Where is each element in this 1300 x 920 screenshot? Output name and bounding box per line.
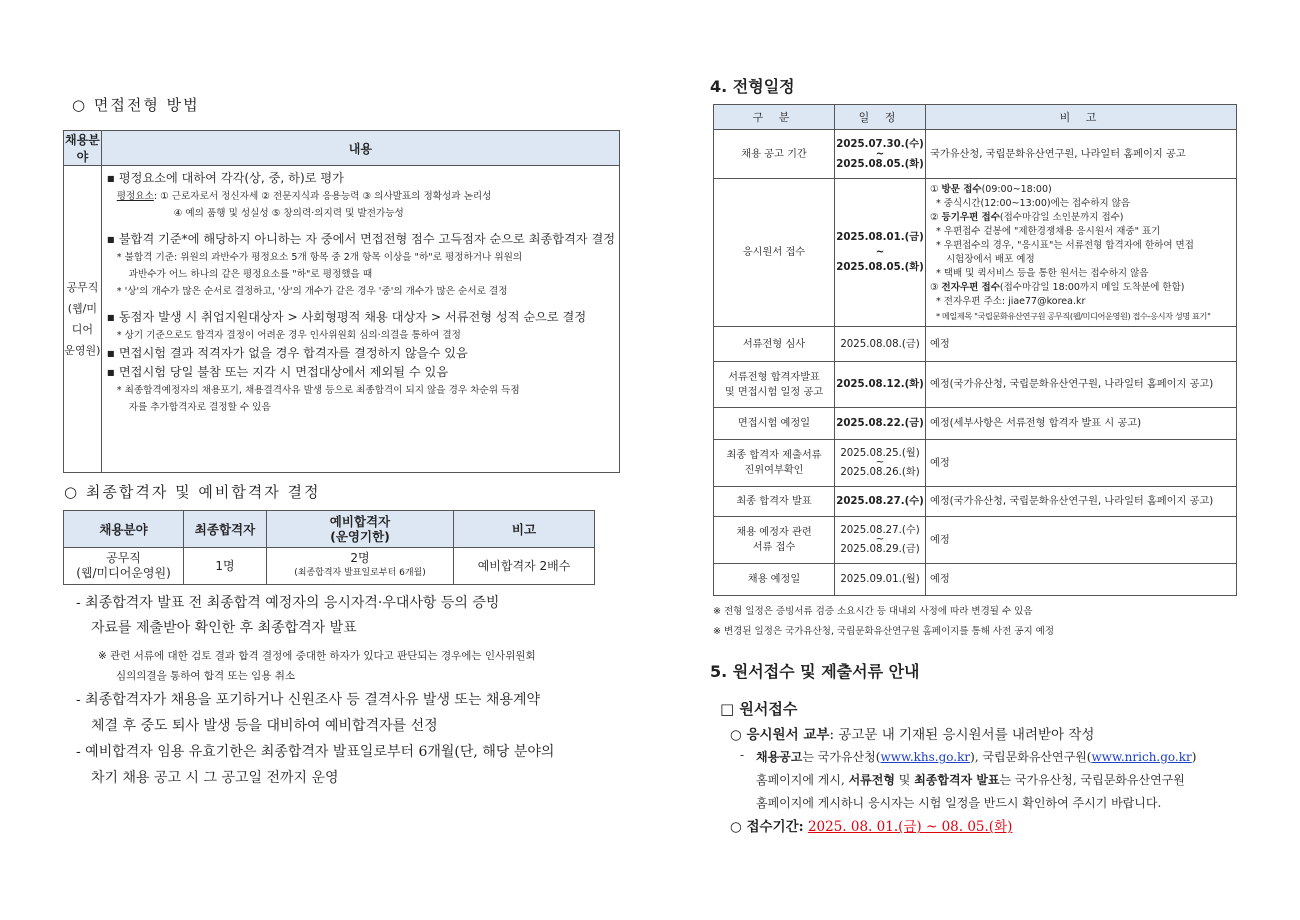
- category-cell: 채용 예정일: [714, 564, 835, 596]
- note-bold: 등기우편 접수: [941, 211, 1000, 223]
- date-line: 2025.08.25.(월): [840, 448, 920, 459]
- issue-label: ○ 응시원서 교부: [730, 727, 830, 743]
- interview-method-table: [63, 130, 620, 473]
- note-bold: 전자우편 접수: [941, 281, 1000, 293]
- application-heading: 5. 원서접수 및 제출서류 안내: [710, 662, 920, 681]
- date-cell: 2025.08.22.(금): [835, 408, 926, 440]
- notice-line-2: [756, 771, 1185, 788]
- note-mark: ②: [930, 211, 942, 223]
- paragraph-line: - 최종합격자가 채용을 포기하거나 신원조사 등 결격사유 발생 또는 채용계약: [76, 692, 541, 708]
- date-line: 2025.07.30.(수): [836, 138, 924, 150]
- sub-evaluation-elements: [107, 188, 615, 205]
- note-text: * 우편접수의 경우, "응시표"는 서류전형 합격자에 한하여 면접: [936, 239, 1194, 251]
- table-header: 최종합격자: [184, 511, 267, 548]
- category-cell: 채용 공고 기간: [714, 130, 835, 179]
- sub-evaluation-elements-cont: ④ 예의 품행 및 성실성 ⑤ 창의력·의지력 및 발전가능성: [173, 208, 404, 219]
- note-cell: 예비합격자 2배수: [454, 548, 595, 585]
- paragraph-line: 자료를 제출받아 확인한 후 최종합격자 발표: [91, 620, 357, 636]
- sub-additional-pass: * 최종합격예정자의 채용포기, 채용결격사유 발생 등으로 최종합격이 되지 않을 경우 차순위 득점: [116, 385, 520, 396]
- date-cell: 2025.08.27.(수): [835, 487, 926, 517]
- schedule-footnote: ※ 전형 일정은 증빙서류 검증 소요시간 등 대내외 사정에 따라 변경될 수 있음: [713, 606, 1033, 617]
- table-header: 비 고: [926, 105, 1237, 130]
- note-text: (접수마감일 18:00까지 메일 도착분에 한함): [999, 281, 1185, 293]
- sub-tie-rule: * 상기 기준으로도 합격자 결정이 어려운 경우 인사위원회 심의·의결을 통하여 결정: [116, 330, 461, 341]
- paragraph-line: - 예비합격자 임용 유효기한은 최종합격자 발표일로부터 6개월(단, 해당 분야의: [76, 744, 555, 760]
- notice-dash: -: [740, 748, 745, 762]
- field-line: 공무직: [66, 281, 99, 294]
- notice-text: ): [1191, 750, 1197, 764]
- date-line: ~: [875, 247, 885, 258]
- category-cell: [714, 440, 835, 487]
- notice-text: 홈페이지에 게시,: [756, 773, 849, 787]
- note-mark: ③: [930, 281, 942, 293]
- note-cell: 예정: [926, 564, 1237, 596]
- sub-order-rule: * '상'의 개수가 많은 순서로 결정하고, '상'의 개수가 같은 경우 '중'의 개수가 많은 순서로 결정: [116, 286, 508, 297]
- notice-bold: 최종합격자 발표: [914, 773, 1000, 787]
- table-row: [714, 179, 1237, 327]
- date-line: ~: [875, 534, 885, 545]
- field-line: 운영원): [64, 344, 101, 357]
- bullet-evaluation: ▪ 평정요소에 대하여 각각(상, 중, 하)로 평가: [106, 171, 344, 185]
- issue-line: [730, 723, 1094, 743]
- note-line: [930, 281, 1236, 295]
- bullet-fail-criteria: ▪ 불합격 기준*에 해당하지 아니하는 자 중에서 면접전형 점수 고득점자 순으로 최종합격자 결정: [106, 232, 615, 246]
- cat-line: 서류 접수: [752, 542, 796, 553]
- table-row: [714, 130, 1237, 179]
- content-cell: [101, 166, 619, 473]
- cell-line: 2명: [350, 551, 370, 565]
- cat-line: 채용 예정자 관련: [736, 527, 812, 538]
- date-cell: [835, 130, 926, 179]
- note-text: * 메일제목 "국립문화유산연구원 공무직(웹/미디어운영원) 접수-응시자 성명 표기": [936, 310, 1211, 321]
- date-line: 2025.08.05.(화): [836, 158, 924, 170]
- schedule-table: [713, 104, 1237, 596]
- sub-fail-criteria-cont: 과반수가 어느 하나의 같은 평정요소를 "하"로 평정했을 때: [128, 269, 373, 280]
- period-label: ○ 접수기간:: [730, 819, 804, 835]
- final-decision-table: [63, 510, 595, 585]
- note-bold: 방문 접수: [941, 183, 982, 195]
- table-header: 채용분야: [64, 511, 184, 548]
- notice-line-3: 홈페이지에 게시하니 응시자는 시험 일정을 반드시 확인하여 주시기 바랍니다.: [756, 796, 1162, 810]
- date-line: 2025.08.05.(화): [836, 262, 924, 273]
- category-cell: 서류전형 심사: [714, 327, 835, 362]
- final-count-cell: 1명: [184, 548, 267, 585]
- date-cell: [835, 179, 926, 327]
- schedule-footnote: ※ 변경된 일정은 국가유산청, 국립문화유산연구원 홈페이지를 통해 사전 공지 예정: [713, 626, 1054, 637]
- sub-label: 평정요소: [116, 191, 154, 202]
- date-cell: 2025.08.12.(화): [835, 362, 926, 408]
- notice-text: 는 국가유산청, 국립문화유산연구원: [999, 773, 1185, 787]
- final-decision-heading: ○ 최종합격자 및 예비합격자 결정: [64, 483, 321, 501]
- paragraph-note: 심의의결을 통하여 합격 또는 임용 취소: [116, 670, 295, 682]
- header-line: 예비합격자: [329, 514, 391, 529]
- field-line: (웹/미디어: [67, 302, 97, 336]
- cell-line: 공무직: [106, 551, 141, 565]
- table-row: [714, 564, 1237, 596]
- table-header: 구 분: [714, 105, 835, 130]
- note-cell: 국가유산청, 국립문화유산연구원, 나라일터 홈페이지 공고: [926, 130, 1237, 179]
- note-text: * 택배 및 퀵서비스 등을 통한 원서는 접수하지 않음: [936, 267, 1149, 279]
- note-line: [930, 295, 1236, 309]
- category-cell: 최종 합격자 발표: [714, 487, 835, 517]
- table-header: [267, 511, 454, 548]
- note-cell: 예정: [926, 517, 1237, 564]
- notice-bold: 채용공고: [756, 750, 803, 764]
- sub-fail-criteria: * 불합격 기준: 위원의 과반수가 평정요소 5개 항목 중 2개 항목 이상을 "하"로 평정하거나 위원의: [116, 252, 523, 263]
- note-cell: 예정(국가유산청, 국립문화유산연구원, 나라일터 홈페이지 공고): [926, 487, 1237, 517]
- cell-line: (웹/미디어운영원): [76, 566, 171, 580]
- note-line: [930, 267, 1236, 281]
- paragraph-line: - 최종합격자 발표 전 최종합격 예정자의 응시자격·우대사항 등의 증빙: [76, 595, 500, 611]
- paragraph-line: 차기 채용 공고 시 그 공고일 전까지 운영: [91, 770, 339, 786]
- date-line: 2025.08.26.(화): [840, 467, 920, 478]
- header-line: (운영기한): [330, 529, 390, 544]
- table-row: [714, 327, 1237, 362]
- notice-line-1: [756, 748, 1196, 765]
- note-mark: ①: [930, 183, 942, 195]
- note-cell: 예정(세부사항은 서류전형 합격자 발표 시 공고): [926, 408, 1237, 440]
- note-text: (접수마감일 소인분까지 접수): [999, 211, 1124, 223]
- note-line: [930, 239, 1236, 253]
- period-line: [730, 815, 1012, 835]
- field-cell: [64, 548, 184, 585]
- cat-line: 및 면접시험 일정 공고: [724, 386, 824, 398]
- date-line: 2025.08.01.(금): [836, 232, 924, 243]
- category-cell: [714, 517, 835, 564]
- table-header: 일 정: [835, 105, 926, 130]
- note-line: [930, 211, 1236, 225]
- paragraph-line: 체결 후 중도 퇴사 발생 등을 대비하여 예비합격자를 선정: [91, 718, 438, 734]
- date-cell: [835, 517, 926, 564]
- period-value: 2025. 08. 01.(금) ~ 08. 05.(화): [807, 819, 1013, 835]
- paragraph-note: ※ 관련 서류에 대한 검토 결과 합격 결정에 중대한 하자가 있다고 판단되는 경우에는 인사위원회: [98, 650, 536, 662]
- note-line: [930, 309, 1236, 323]
- note-text: * 중식시간(12:00~13:00)에는 접수하지 않음: [936, 197, 1131, 209]
- category-cell: [714, 362, 835, 408]
- notice-bold: 서류전형: [848, 773, 895, 787]
- table-header: 채용분야: [64, 131, 102, 166]
- note-line: [930, 253, 1236, 267]
- date-line: ~: [875, 148, 885, 160]
- cell-line: (최종합격자 발표일로부터 6개월): [294, 568, 426, 578]
- note-text: * 우편접수 겉봉에 "제한경쟁채용 응시원서 재중" 표기: [936, 225, 1161, 237]
- table-header: 내용: [101, 131, 619, 166]
- sub-additional-pass-cont: 자를 추가합격자로 결정할 수 있음: [128, 402, 271, 413]
- notice-text: 는 국가유산청(: [802, 750, 881, 764]
- bullet-tie-rule: ▪ 동점자 발생 시 취업지원대상자 > 사회형평적 채용 대상자 > 서류전형 성적 순으로 결정: [106, 310, 587, 324]
- cat-line: 진위여부확인: [744, 465, 804, 476]
- date-line: 2025.08.27.(수): [840, 525, 920, 536]
- note-cell: 예정: [926, 327, 1237, 362]
- date-cell: [835, 440, 926, 487]
- nrich-link[interactable]: www.nrich.go.kr: [1091, 750, 1192, 764]
- schedule-heading: 4. 전형일정: [710, 77, 795, 96]
- issue-text: : 공고문 내 기재된 응시원서를 내려받아 작성: [829, 727, 1095, 743]
- bullet-absence: ▪ 면접시험 당일 불참 또는 지각 시 면접대상에서 제외될 수 있음: [106, 365, 449, 379]
- table-row: [714, 487, 1237, 517]
- note-line: [930, 197, 1236, 211]
- cat-line: 서류전형 합격자발표: [728, 371, 820, 383]
- table-header: 비고: [454, 511, 595, 548]
- table-row: [714, 440, 1237, 487]
- note-line: [930, 183, 1236, 197]
- category-cell: 면접시험 예정일: [714, 408, 835, 440]
- field-cell: [64, 166, 102, 473]
- note-text: 시험장에서 배포 예정: [946, 253, 1035, 265]
- note-text: * 전자우편 주소: jiae77@korea.kr: [936, 295, 1086, 307]
- notice-text: ), 국립문화유산연구원(: [970, 750, 1092, 764]
- date-line: 2025.08.29.(금): [840, 544, 920, 555]
- table-row: [714, 408, 1237, 440]
- application-subheading: □ 원서접수: [720, 700, 798, 718]
- category-cell: 응시원서 접수: [714, 179, 835, 327]
- note-line: [930, 225, 1236, 239]
- sub-text: : ① 근로자로서 정신자세 ② 전문지식과 응용능력 ③ 의사발표의 정확성과 논리성: [153, 191, 492, 202]
- note-cell: 예정: [926, 440, 1237, 487]
- cat-line: 최종 합격자 제출서류: [726, 450, 822, 461]
- note-cell: 예정(국가유산청, 국립문화유산연구원, 나라일터 홈페이지 공고): [926, 362, 1237, 408]
- table-row: [714, 362, 1237, 408]
- note-text: (09:00~18:00): [981, 183, 1052, 195]
- interview-method-heading: ○ 면접전형 방법: [72, 96, 200, 114]
- date-line: ~: [875, 457, 885, 468]
- notice-text: 및: [894, 773, 915, 787]
- reserve-count-cell: [267, 548, 454, 585]
- khs-link[interactable]: www.khs.go.kr: [880, 750, 971, 764]
- bullet-no-qualified: ▪ 면접시험 결과 적격자가 없을 경우 합격자를 결정하지 않을수 있음: [106, 346, 468, 360]
- date-cell: 2025.09.01.(월): [835, 564, 926, 596]
- table-row: [714, 517, 1237, 564]
- note-cell: [926, 179, 1237, 327]
- date-cell: 2025.08.08.(금): [835, 327, 926, 362]
